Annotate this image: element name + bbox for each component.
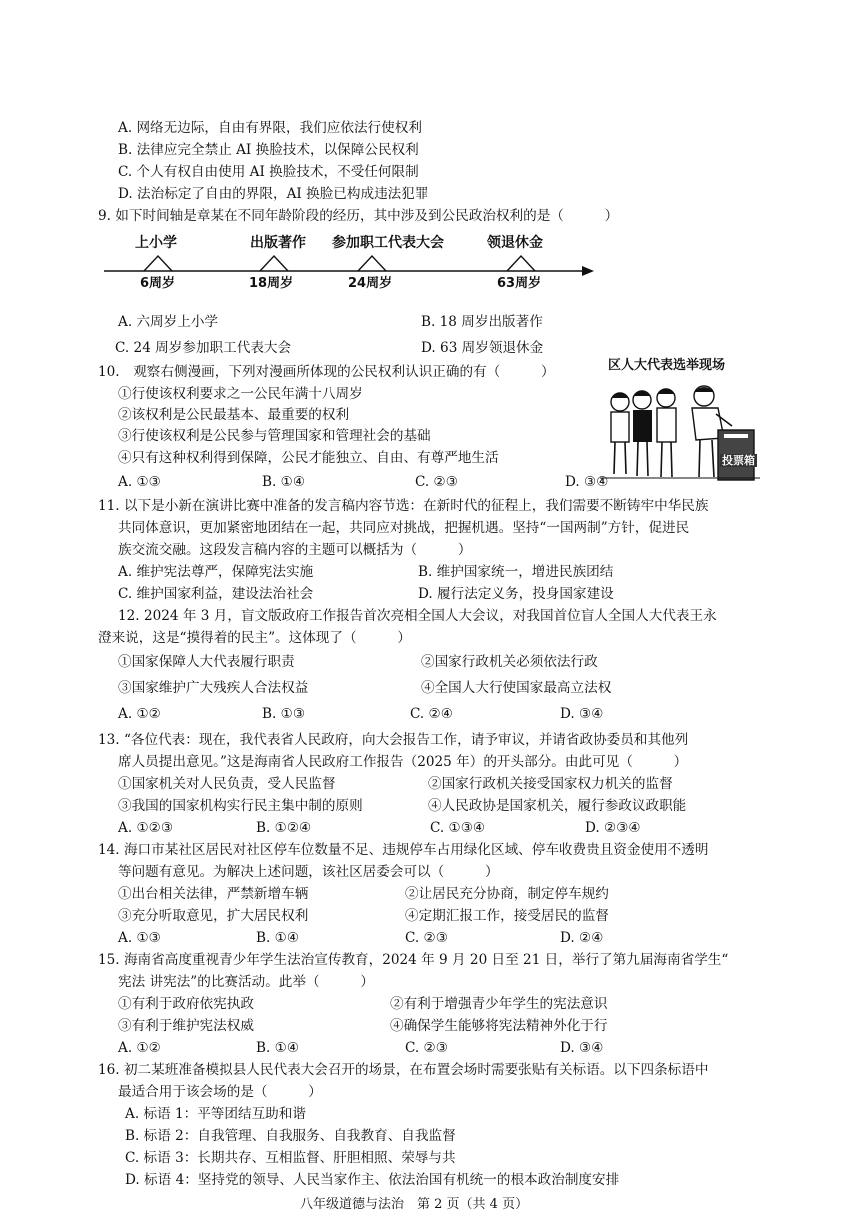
q14-option-b: B. ①④ xyxy=(256,930,300,946)
q15-item-1: ①有利于政府依宪执政 xyxy=(118,996,254,1012)
q14-item-4: ④定期汇报工作，接受居民的监督 xyxy=(405,908,609,924)
timeline-marker-1 xyxy=(144,256,172,271)
q12-option-c: C. ②④ xyxy=(410,706,453,722)
q9-stem: 9. 如下时间轴是章某在不同年龄阶段的经历，其中涉及到公民政治权利的是（ ） xyxy=(98,208,619,224)
q13-item-3: ③我国的国家机构实行民主集中制的原则 xyxy=(118,798,363,814)
q15-item-4: ④确保学生能够将宪法精神外化于行 xyxy=(390,1018,608,1034)
q15-option-c: C. ②③ xyxy=(405,1040,448,1056)
timeline-age-2: 18周岁 xyxy=(249,276,294,291)
q15-option-d: D. ③④ xyxy=(560,1040,604,1056)
timeline-age-3: 24周岁 xyxy=(348,276,393,291)
q14-item-3: ③充分听取意见，扩大居民权利 xyxy=(118,908,309,924)
q14-option-c: C. ②③ xyxy=(405,930,448,946)
q9-option-c: C. 24 周岁参加职工代表大会 xyxy=(115,340,292,356)
q12-item-3: ③国家维护广大残疾人合法权益 xyxy=(118,680,309,696)
q15-stem-line2: 宪法 讲宪法”的比赛活动。此举（ ） xyxy=(118,974,374,990)
timeline-event-4: 领退休金 xyxy=(487,235,543,251)
q8-option-d: D. 法治标定了自由的界限，AI 换脸已构成违法犯罪 xyxy=(118,186,429,202)
q10-item-2: ②该权利是公民最基本、最重要的权利 xyxy=(118,407,350,423)
q13-item-1: ①国家机关对人民负责，受人民监督 xyxy=(118,776,336,792)
q16-stem-line2: 最适合用于该会场的是（ ） xyxy=(118,1084,322,1100)
q10-item-4: ④只有这种权利得到保障，公民才能独立、自由、有尊严地生活 xyxy=(118,450,499,466)
q15-stem-line1: 15. 海南省高度重视青少年学生法治宣传教育，2024 年 9 月 20 日至 21 日，举行了第九届海南省学生“ xyxy=(98,952,729,968)
cartoon-title: 区人大代表选举现场 xyxy=(608,358,726,373)
q14-item-1: ①出台相关法律，严禁新增车辆 xyxy=(118,886,309,902)
q13-option-a: A. ①②③ xyxy=(118,820,174,836)
q12-stem-line2: 澄来说，这是“摸得着的民主”。这体现了（ ） xyxy=(98,630,411,646)
q15-option-a: A. ①② xyxy=(118,1040,161,1056)
q12-option-d: D. ③④ xyxy=(560,706,604,722)
q10-option-b: B. ①④ xyxy=(262,474,306,490)
q13-option-d: D. ②③④ xyxy=(585,820,641,836)
q12-item-1: ①国家保障人大代表履行职责 xyxy=(118,654,295,670)
q12-item-4: ④全国人大行使国家最高立法权 xyxy=(421,680,612,696)
q13-stem-line2: 席人员提出意见。”这是海南省人民政府工作报告（2025 年）的开头部分。由此可见（ ） xyxy=(118,754,688,770)
q14-stem-line1: 14. 海口市某社区居民对社区停车位数量不足、违规停车占用绿化区域、停车收费贵且资金使用不透明 xyxy=(98,842,709,858)
q10-item-1: ①行使该权利要求之一公民年满十八周岁 xyxy=(118,386,363,402)
q13-option-b: B. ①②④ xyxy=(256,820,312,836)
q11-option-d: D. 履行法定义务，投身国家建设 xyxy=(418,586,614,602)
q9-option-a: A. 六周岁上小学 xyxy=(118,314,219,330)
q11-option-a: A. 维护宪法尊严，保障宪法实施 xyxy=(118,564,314,580)
timeline-marker-4 xyxy=(507,256,535,271)
timeline-event-1: 上小学 xyxy=(135,235,177,251)
q16-option-b: B. 标语 2：自我管理、自我服务、自我教育、自我监督 xyxy=(125,1128,456,1144)
q14-option-a: A. ①③ xyxy=(118,930,161,946)
q11-stem-line3: 族交流交融。这段发言稿内容的主题可以概括为（ ） xyxy=(118,542,472,558)
timeline-marker-2 xyxy=(260,256,288,271)
election-cartoon xyxy=(600,378,760,488)
q9-option-b: B. 18 周岁出版著作 xyxy=(421,314,543,330)
q13-option-c: C. ①③④ xyxy=(430,820,486,836)
q13-stem-line1: 13. “各位代表：现在，我代表省人民政府，向大会报告工作，请予审议，并请省政协委员和其他列 xyxy=(98,732,689,748)
q10-stem: 10. 观察右侧漫画，下列对漫画所体现的公民权利认识正确的有（ ） xyxy=(98,364,555,380)
page-footer: 八年级道德与法治 第 2 页（共 4 页） xyxy=(300,1197,529,1212)
q12-item-2: ②国家行政机关必须依法行政 xyxy=(421,654,598,670)
q15-item-2: ②有利于增强青少年学生的宪法意识 xyxy=(390,996,608,1012)
timeline-arrow xyxy=(582,266,594,276)
q13-item-4: ④人民政协是国家机关，履行参政议政职能 xyxy=(428,798,687,814)
q14-stem-line2: 等问题有意见。为解决上述问题，该社区居委会可以（ ） xyxy=(118,864,499,880)
q10-option-d: D. ③④ xyxy=(565,474,609,490)
q8-option-b: B. 法律应完全禁止 AI 换脸技术，以保障公民权利 xyxy=(118,142,419,158)
timeline-event-2: 出版著作 xyxy=(250,235,306,251)
q8-option-a: A. 网络无边际，自由有界限，我们应依法行使权利 xyxy=(118,120,422,136)
q16-option-d: D. 标语 4：坚持党的领导、人民当家作主、依法治国有机统一的根本政治制度安排 xyxy=(125,1172,620,1188)
q15-option-b: B. ①④ xyxy=(256,1040,300,1056)
timeline-event-3: 参加职工代表大会 xyxy=(332,235,444,251)
q11-stem-line2: 共同体意识，更加紧密地团结在一起，共同应对挑战，把握机遇。坚持“一国两制”方针，促进民 xyxy=(118,520,690,536)
q11-option-b: B. 维护国家统一，增进民族团结 xyxy=(418,564,614,580)
q10-item-3: ③行使该权利是公民参与管理国家和管理社会的基础 xyxy=(118,428,431,444)
q8-option-c: C. 个人有权自由使用 AI 换脸技术，不受任何限制 xyxy=(118,164,419,180)
q13-item-2: ②国家行政机关接受国家权力机关的监督 xyxy=(428,776,673,792)
q16-option-a: A. 标语 1：平等团结互助和谐 xyxy=(125,1106,306,1122)
q16-option-c: C. 标语 3：长期共存、互相监督、肝胆相照、荣辱与共 xyxy=(125,1150,456,1166)
q14-option-d: D. ②④ xyxy=(560,930,604,946)
q12-stem-line1: 12. 2024 年 3 月，盲文版政府工作报告首次亮相全国人大会议，对我国首位盲人全国人大代表王永 xyxy=(118,608,717,624)
q16-stem-line1: 16. 初二某班准备模拟县人民代表大会召开的场景，在布置会场时需要张贴有关标语。以下四条标语中 xyxy=(98,1062,709,1078)
q9-option-d: D. 63 周岁领退休金 xyxy=(421,340,544,356)
q10-option-c: C. ②③ xyxy=(415,474,458,490)
q10-option-a: A. ①③ xyxy=(118,474,161,490)
timeline-age-4: 63周岁 xyxy=(497,276,542,291)
q12-option-b: B. ①③ xyxy=(262,706,306,722)
timeline-marker-3 xyxy=(358,256,386,271)
q12-option-a: A. ①② xyxy=(118,706,161,722)
timeline-age-1: 6周岁 xyxy=(140,276,176,291)
q11-stem-line1: 11. 以下是小新在演讲比赛中准备的发言稿内容节选：在新时代的征程上，我们需要不断铸牢中华民族 xyxy=(98,498,709,514)
ballot-box-label: 投票箱 xyxy=(722,454,755,467)
q15-item-3: ③有利于维护宪法权威 xyxy=(118,1018,254,1034)
q11-option-c: C. 维护国家利益，建设法治社会 xyxy=(118,586,314,602)
q14-item-2: ②让居民充分协商，制定停车规约 xyxy=(405,886,609,902)
